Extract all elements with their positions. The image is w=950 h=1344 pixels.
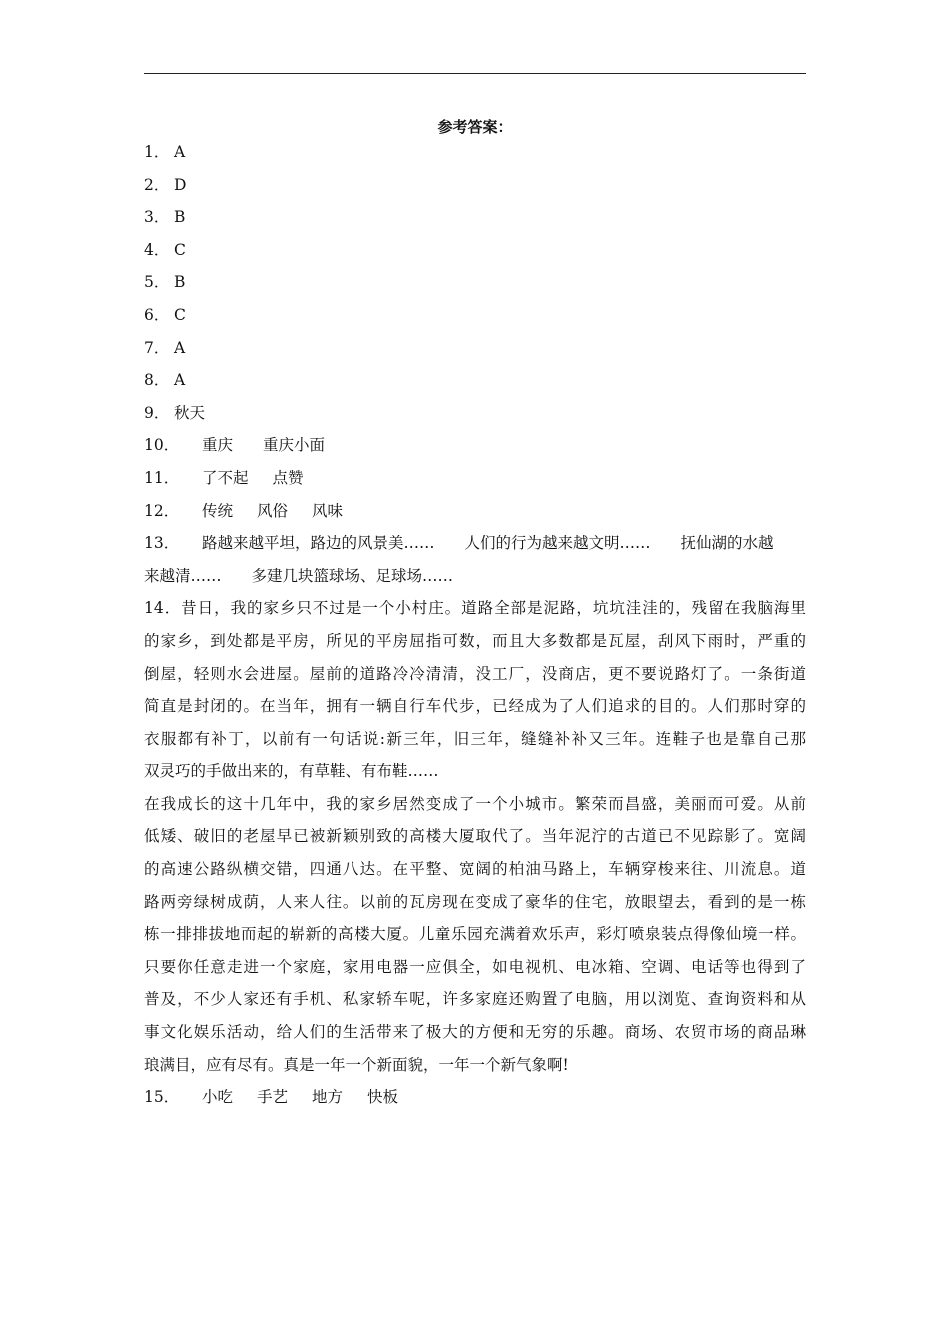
answer-4: 4． C [144, 240, 186, 259]
answer-14-line: 琅满目，应有尽有。真是一年一个新面貌，一年一个新气象啊! [144, 1055, 569, 1074]
answer-3: 3． B [144, 208, 186, 227]
answer-14-line: 14．昔日，我的家乡只不过是一个小村庄。道路全部是泥路，坑坑洼洼的，残留在我脑海里 [144, 599, 806, 618]
answer-14-line: 简直是封闭的。在当年，拥有一辆自行车代步，已经成为了人们追求的目的。人们那时穿的 [144, 697, 806, 716]
header-rule [144, 73, 806, 74]
answer-14-line: 路两旁绿树成荫，人来人往。以前的瓦房现在变成了豪华的住宅，放眼望去，看到的是一栋 [144, 892, 806, 911]
answer-5: 5． B [144, 273, 186, 292]
answer-2: 2． D [144, 175, 187, 194]
answer-list [144, 136, 806, 1114]
answer-8: 8． A [144, 371, 186, 390]
answer-14-line: 在我成长的这十几年中，我的家乡居然变成了一个小城市。繁荣而昌盛，美丽而可爱。从前 [144, 794, 806, 813]
answer-6: 6． C [144, 305, 186, 324]
answer-11: 11． 了不起 点赞 [144, 468, 304, 487]
answer-9: 9． 秋天 [144, 403, 206, 422]
answer-1: 1． A [144, 143, 186, 161]
answer-14-line: 只要你任意走进一个家庭，家用电器一应俱全，如电视机、电冰箱、空调、电话等也得到了 [144, 957, 806, 976]
answer-13-line-2: 来越清…… 多建几块篮球场、足球场…… [144, 566, 454, 585]
answer-14-line: 栋一排排拔地而起的崭新的高楼大厦。儿童乐园充满着欢乐声，彩灯喷泉装点得像仙境一样。 [144, 925, 806, 944]
answer-10: 10． 重庆 重庆小面 [144, 436, 326, 455]
answer-13-line-1: 13． 路越来越平坦，路边的风景美…… 人们的行为越来越文明…… 抚仙湖的水越 [144, 534, 774, 553]
answer-7: 7． A [144, 338, 186, 357]
answer-14-line: 倒屋，轻则水会进屋。屋前的道路冷冷清清，没工厂，没商店，更不要说路灯了。一条街道 [144, 664, 806, 683]
answer-14-line: 事文化娱乐活动，给人们的生活带来了极大的方便和无穷的乐趣。商场、农贸市场的商品琳 [144, 1023, 806, 1042]
answer-14-line: 衣服都有补丁，以前有一句话说:新三年，旧三年，缝缝补补又三年。连鞋子也是靠自己那 [144, 729, 806, 748]
answer-12: 12． 传统 风俗 风味 [144, 501, 344, 520]
answer-14-line: 低矮、破旧的老屋早已被新颖别致的高楼大厦取代了。当年泥泞的古道已不见踪影了。宽阔 [144, 827, 806, 846]
answer-14-line: 双灵巧的手做出来的，有草鞋、有布鞋…… [144, 762, 439, 781]
answer-14-line: 的高速公路纵横交错，四通八达。在平整、宽阔的柏油马路上，车辆穿梭来往、川流息。道 [144, 860, 806, 879]
answer-14-line: 普及，不少人家还有手机、私家轿车呢，许多家庭还购置了电脑，用以浏览、查询资料和从 [144, 990, 806, 1009]
answer-14-line: 的家乡，到处都是平房，所见的平房屈指可数，而且大多数都是瓦屋，刮风下雨时，严重的 [144, 631, 806, 650]
page-title: 参考答案： [437, 118, 513, 136]
answer-15: 15． 小吃 手艺 地方 快板 [144, 1088, 399, 1107]
